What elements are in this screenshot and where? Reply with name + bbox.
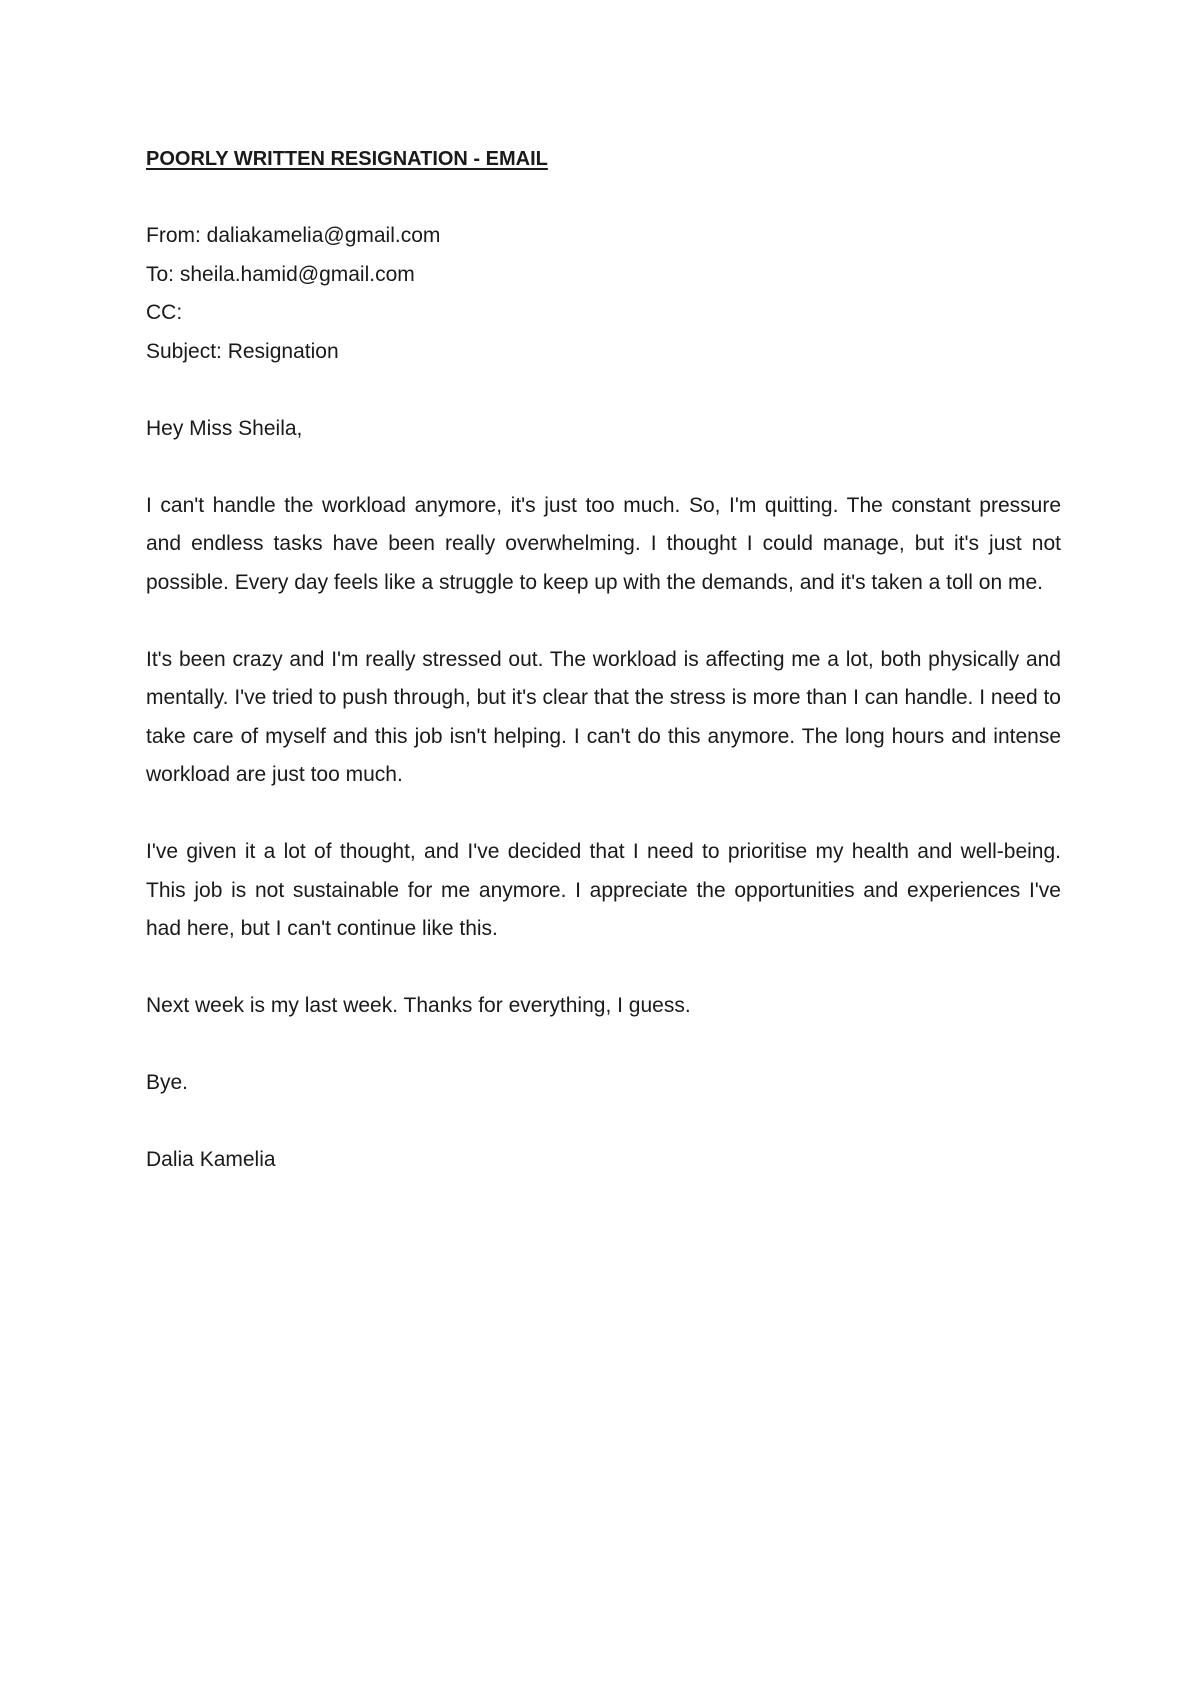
closing: Bye.: [146, 1071, 189, 1094]
from-line: From: daliakamelia@gmail.com: [146, 224, 441, 247]
body-paragraph-3: I've given it a lot of thought, and I've decided that I need to prioritise my health and well-being. This job is not sustainable for me anymore. I appreciate the opportunities and experiences I've had here, but I can't continue like this.: [146, 840, 1061, 940]
document-title: POORLY WRITTEN RESIGNATION - EMAIL: [146, 148, 548, 170]
greeting: Hey Miss Sheila,: [146, 416, 303, 440]
body-paragraph-4: Next week is my last week. Thanks for everything, I guess.: [146, 994, 691, 1017]
to-line: To: sheila.hamid@gmail.com: [146, 262, 415, 286]
body-paragraph-1: I can't handle the workload anymore, it's just too much. So, I'm quitting. The constant pressure and endless tasks have been really overwhelming. I thought I could manage, but it's just not possible. Every day feels like a struggle to keep up with the demands, and it's taken a toll on me.: [146, 493, 1061, 594]
document-page: [146, 140, 1061, 1180]
body-paragraph-2: It's been crazy and I'm really stressed out. The workload is affecting me a lot, both physically and mentally. I've tried to push through, but it's clear that the stress is more than I can handle. I need to take care of myself and this job isn't helping. I can't do this anymore. The long hours and intense workload are just too much.: [146, 647, 1061, 786]
email-header: [146, 217, 1061, 371]
cc-line: CC:: [146, 301, 183, 324]
signature: Dalia Kamelia: [146, 1148, 276, 1171]
subject-line: Subject: Resignation: [146, 339, 339, 363]
